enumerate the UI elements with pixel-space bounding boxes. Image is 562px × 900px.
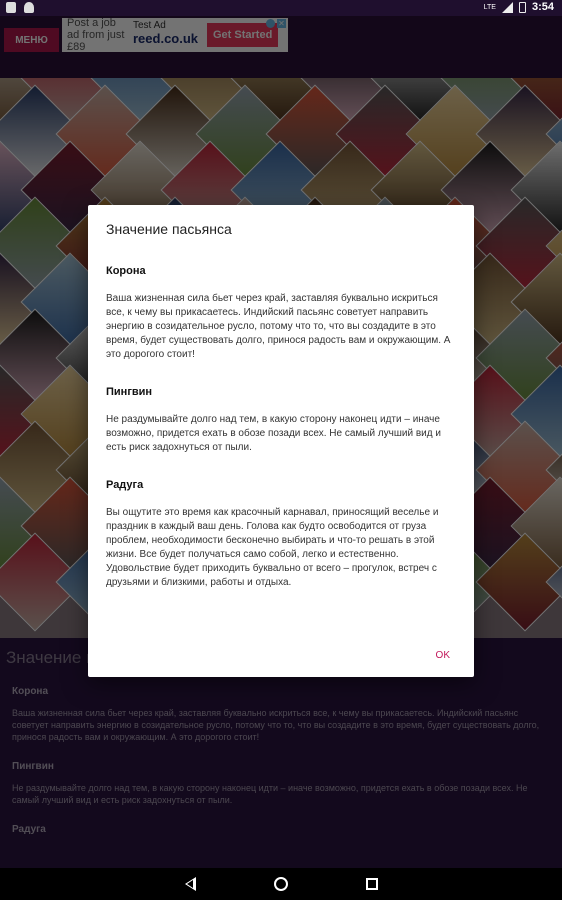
battery-icon xyxy=(519,2,526,13)
signal-icon xyxy=(502,2,513,13)
section-heading-korona: Корона xyxy=(106,265,146,277)
section-text-korona: Ваша жизненная сила бьет через край, заставляя буквально искриться все, к чему вы прикасаетесь. Индийский пасьянс советует направить энергию в созидательное русло, потому что то, что вы создадите в это время, будет существовать долго, принося радость вам и окружающим. А это дорогого стоит! xyxy=(106,293,451,360)
clock: 3:54 xyxy=(531,1,554,13)
recent-apps-icon[interactable] xyxy=(366,878,378,890)
notification-icon xyxy=(6,2,16,13)
meaning-dialog xyxy=(88,205,474,677)
dialog-scroll-area[interactable] xyxy=(106,265,458,635)
status-bar xyxy=(0,0,562,16)
section-text-pingvin: Не раздумывайте долго над тем, в какую сторону наконец идти – иначе возможно, придется ехать в обозе позади всех. Не самый лучший вид и есть риск задохнуться от пыли. xyxy=(106,414,441,453)
section-heading-raduga: Радуга xyxy=(106,479,144,491)
back-icon[interactable] xyxy=(185,877,196,891)
section-text-raduga: Вы ощутите это время как красочный карнавал, приносящий веселье и праздник в каждый ваш день. Голова как будто освободится от груза проблем, необходимости бесконечно выбирать и что-то решать в этой жизни. Все будет получаться само собой, легко и естественно. Удовольствие будет приходить буквально от всего – прогулок, встреч с друзьями и близкими, работы и отдыха. xyxy=(106,507,439,588)
section-heading-pingvin: Пингвин xyxy=(106,386,153,398)
android-icon xyxy=(24,2,34,13)
ok-button[interactable]: OK xyxy=(435,650,450,661)
navigation-bar xyxy=(0,868,562,900)
network-type: LTE xyxy=(483,3,496,11)
dialog-title: Значение пасьянса xyxy=(106,221,232,237)
home-icon[interactable] xyxy=(274,877,288,891)
